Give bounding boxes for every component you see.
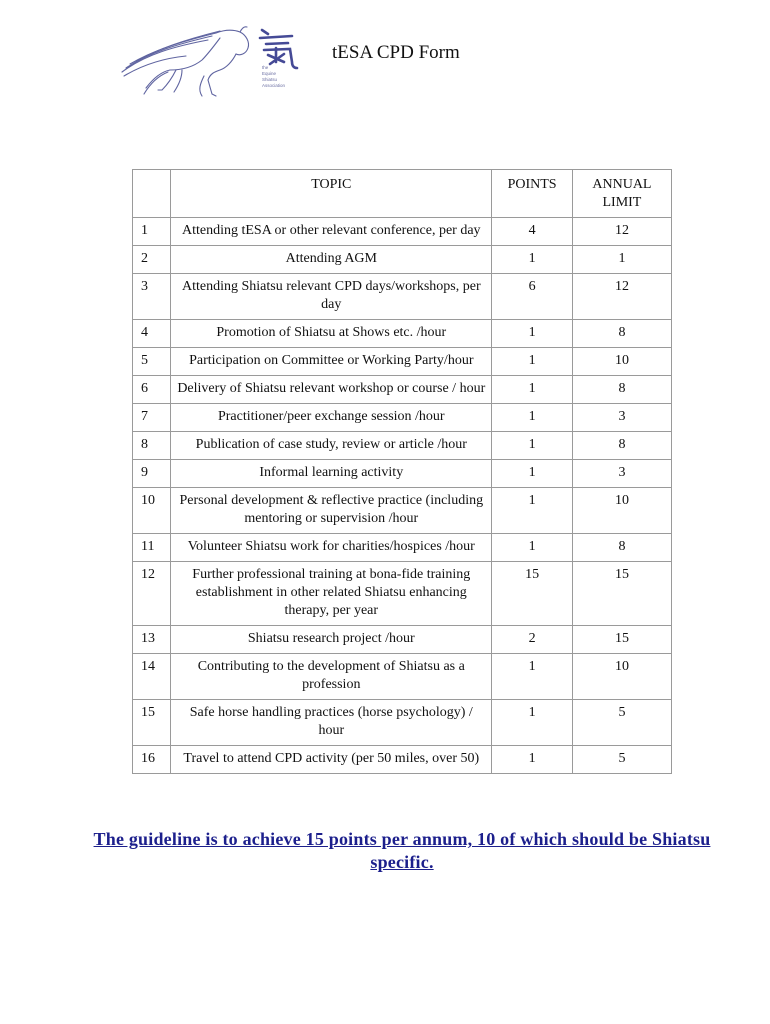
row-annual-limit: 3 xyxy=(572,404,671,432)
table-row xyxy=(133,246,672,274)
row-number: 5 xyxy=(133,348,171,376)
row-number: 13 xyxy=(133,626,171,654)
row-number: 3 xyxy=(133,274,171,320)
row-annual-limit: 15 xyxy=(572,562,671,626)
topic-header: TOPIC xyxy=(171,170,492,218)
association-logo xyxy=(116,24,302,102)
row-number: 11 xyxy=(133,534,171,562)
row-annual-limit: 8 xyxy=(572,432,671,460)
table-row xyxy=(133,534,672,562)
row-annual-limit: 8 xyxy=(572,534,671,562)
row-topic: Promotion of Shiatsu at Shows etc. /hour xyxy=(171,320,492,348)
row-topic: Personal development & reflective practice (including mentoring or supervision /hour xyxy=(171,488,492,534)
logo-caption xyxy=(262,65,285,89)
cpd-points-table xyxy=(132,169,672,774)
row-points: 1 xyxy=(492,376,573,404)
row-points: 2 xyxy=(492,626,573,654)
row-annual-limit: 10 xyxy=(572,348,671,376)
table-row xyxy=(133,348,672,376)
table-body xyxy=(133,218,672,774)
table-row xyxy=(133,700,672,746)
row-annual-limit: 15 xyxy=(572,626,671,654)
row-annual-limit: 8 xyxy=(572,376,671,404)
row-topic: Delivery of Shiatsu relevant workshop or course / hour xyxy=(171,376,492,404)
row-topic: Informal learning activity xyxy=(171,460,492,488)
table-row xyxy=(133,654,672,700)
table-row xyxy=(133,562,672,626)
annual-limit-header: ANNUAL LIMIT xyxy=(572,170,671,218)
row-annual-limit: 12 xyxy=(572,218,671,246)
row-points: 1 xyxy=(492,404,573,432)
row-number: 7 xyxy=(133,404,171,432)
table-row xyxy=(133,376,672,404)
row-points: 6 xyxy=(492,274,573,320)
row-topic: Further professional training at bona-fide training establishment in other related Shiatsu enhancing therapy, per year xyxy=(171,562,492,626)
table-row xyxy=(133,432,672,460)
row-annual-limit: 5 xyxy=(572,746,671,774)
row-annual-limit: 1 xyxy=(572,246,671,274)
row-topic: Travel to attend CPD activity (per 50 miles, over 50) xyxy=(171,746,492,774)
row-topic: Volunteer Shiatsu work for charities/hospices /hour xyxy=(171,534,492,562)
row-points: 1 xyxy=(492,654,573,700)
table-row xyxy=(133,746,672,774)
row-number: 4 xyxy=(133,320,171,348)
points-header: POINTS xyxy=(492,170,573,218)
table-row xyxy=(133,404,672,432)
row-points: 1 xyxy=(492,746,573,774)
row-points: 1 xyxy=(492,432,573,460)
logo-caption-line: the xyxy=(262,65,269,70)
row-topic: Contributing to the development of Shiatsu as a profession xyxy=(171,654,492,700)
row-annual-limit: 5 xyxy=(572,700,671,746)
row-points: 15 xyxy=(492,562,573,626)
table-header-row xyxy=(133,170,672,218)
row-points: 1 xyxy=(492,348,573,376)
row-points: 4 xyxy=(492,218,573,246)
row-number: 8 xyxy=(133,432,171,460)
row-annual-limit: 10 xyxy=(572,654,671,700)
table-row xyxy=(133,274,672,320)
row-topic: Shiatsu research project /hour xyxy=(171,626,492,654)
row-annual-limit: 10 xyxy=(572,488,671,534)
row-number: 15 xyxy=(133,700,171,746)
row-topic: Participation on Committee or Working Party/hour xyxy=(171,348,492,376)
row-number: 9 xyxy=(133,460,171,488)
table-row xyxy=(133,626,672,654)
row-topic: Attending AGM xyxy=(171,246,492,274)
row-number: 12 xyxy=(133,562,171,626)
row-number: 14 xyxy=(133,654,171,700)
guideline-note: The guideline is to achieve 15 points per annum, 10 of which should be Shiatsu specific. xyxy=(93,829,711,872)
row-annual-limit: 8 xyxy=(572,320,671,348)
row-topic: Publication of case study, review or article /hour xyxy=(171,432,492,460)
row-annual-limit: 12 xyxy=(572,274,671,320)
row-number: 10 xyxy=(133,488,171,534)
row-number: 6 xyxy=(133,376,171,404)
table-row xyxy=(133,488,672,534)
logo-caption-line: Association xyxy=(262,83,286,88)
logo-caption-line: Shiatsu xyxy=(262,77,278,82)
row-topic: Attending tESA or other relevant conference, per day xyxy=(171,218,492,246)
row-topic: Attending Shiatsu relevant CPD days/workshops, per day xyxy=(171,274,492,320)
row-annual-limit: 3 xyxy=(572,460,671,488)
row-points: 1 xyxy=(492,320,573,348)
row-number: 16 xyxy=(133,746,171,774)
row-topic: Safe horse handling practices (horse psychology) / hour xyxy=(171,700,492,746)
table-row xyxy=(133,218,672,246)
table-row xyxy=(133,460,672,488)
row-points: 1 xyxy=(492,246,573,274)
row-points: 1 xyxy=(492,534,573,562)
logo-caption-line: Equine xyxy=(262,71,277,76)
row-points: 1 xyxy=(492,460,573,488)
number-header xyxy=(133,170,171,218)
row-number: 2 xyxy=(133,246,171,274)
horse-logo-icon xyxy=(116,24,302,102)
table-row xyxy=(133,320,672,348)
row-points: 1 xyxy=(492,488,573,534)
row-topic: Practitioner/peer exchange session /hour xyxy=(171,404,492,432)
row-points: 1 xyxy=(492,700,573,746)
row-number: 1 xyxy=(133,218,171,246)
page-title: tESA CPD Form xyxy=(332,42,460,63)
